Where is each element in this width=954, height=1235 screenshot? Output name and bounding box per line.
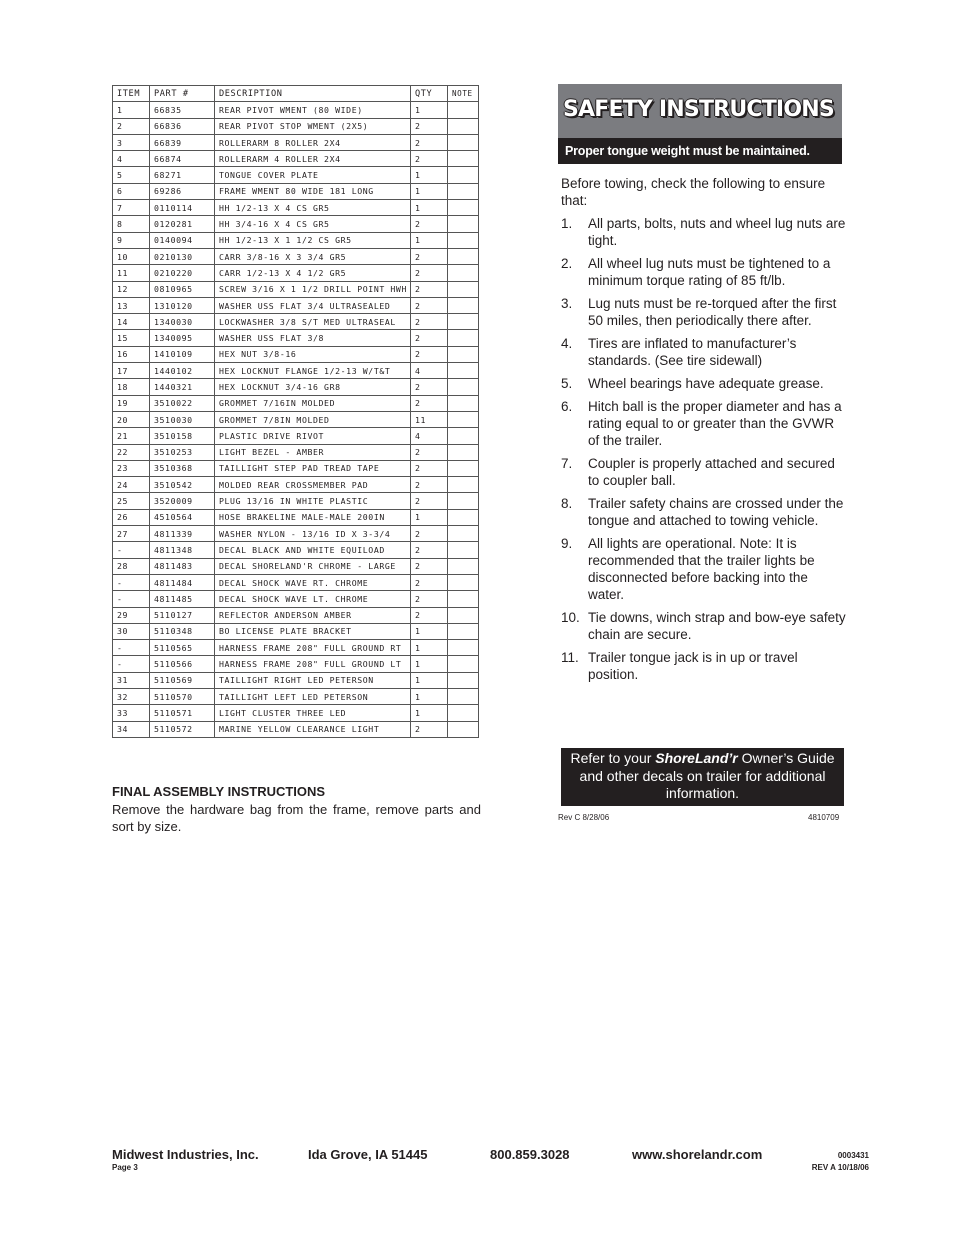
cell-description: MARINE YELLOW CLEARANCE LIGHT [215,721,411,737]
safety-checklist [561,215,846,689]
list-item-text: Tie downs, winch strap and bow-eye safety chain are secure. [588,610,846,642]
cell-description: HH 1/2-13 X 4 CS GR5 [215,200,411,216]
cell-qty: 1 [411,509,448,525]
cell-note [448,460,479,476]
table-row [113,672,479,688]
cell-description: PLASTIC DRIVE RIVOT [215,428,411,444]
table-row [113,281,479,297]
footer-company: Midwest Industries, Inc. [112,1147,259,1162]
cell-part-number: 69286 [150,183,215,199]
cell-note [448,444,479,460]
cell-note [448,183,479,199]
list-item-number: 6. [561,399,573,414]
cell-item: 4 [113,151,150,167]
cell-part-number: 3510158 [150,428,215,444]
table-row [113,493,479,509]
cell-part-number: 4811483 [150,558,215,574]
cell-qty: 2 [411,248,448,264]
cell-item: - [113,640,150,656]
table-row [113,265,479,281]
cell-description: LIGHT CLUSTER THREE LED [215,705,411,721]
cell-part-number: 5110569 [150,672,215,688]
cell-description: LOCKWASHER 3/8 S/T MED ULTRASEAL [215,314,411,330]
table-row [113,167,479,183]
cell-note [448,297,479,313]
cell-item: - [113,542,150,558]
cell-qty: 2 [411,346,448,362]
cell-part-number: 0810965 [150,281,215,297]
table-row [113,183,479,199]
cell-qty: 2 [411,493,448,509]
cell-description: CARR 1/2-13 X 4 1/2 GR5 [215,265,411,281]
list-item [561,335,846,369]
cell-item: 27 [113,526,150,542]
cell-description: ROLLERARM 8 ROLLER 2X4 [215,134,411,150]
cell-note [448,118,479,134]
table-row [113,705,479,721]
cell-description: REAR PIVOT WMENT (80 WIDE) [215,102,411,118]
cell-part-number: 0210220 [150,265,215,281]
cell-qty: 2 [411,721,448,737]
list-item [561,398,846,449]
cell-item: 10 [113,248,150,264]
cell-qty: 1 [411,672,448,688]
cell-part-number: 1310120 [150,297,215,313]
cell-item: 25 [113,493,150,509]
cell-description: TAILLIGHT LEFT LED PETERSON [215,688,411,704]
refer-post: Owner’s Guide and other decals on trailer for additional information. [579,750,835,801]
cell-note [448,167,479,183]
cell-description: TONGUE COVER PLATE [215,167,411,183]
list-item-number: 4. [561,336,573,351]
cell-description: REFLECTOR ANDERSON AMBER [215,607,411,623]
cell-qty: 2 [411,265,448,281]
cell-qty: 4 [411,428,448,444]
list-item-text: All lights are operational. Note: It is recommended that the trailer lights be disconnected before backing into the water. [588,536,815,602]
table-row [113,640,479,656]
cell-note [448,200,479,216]
cell-note [448,526,479,542]
cell-description: WASHER USS FLAT 3/8 [215,330,411,346]
cell-qty: 2 [411,574,448,590]
list-item-text: Tires are inflated to manufacturer’s standards. (See tire sidewall) [588,336,797,368]
list-item-text: All parts, bolts, nuts and wheel lug nuts are tight. [588,216,846,248]
table-row [113,297,479,313]
cell-qty: 2 [411,379,448,395]
table-row [113,216,479,232]
table-row [113,591,479,607]
table-row [113,623,479,639]
cell-item: - [113,591,150,607]
cell-item: 32 [113,688,150,704]
cell-description: FRAME WMENT 80 WIDE 181 LONG [215,183,411,199]
cell-part-number: 5110566 [150,656,215,672]
cell-item: 9 [113,232,150,248]
cell-item: 15 [113,330,150,346]
table-row [113,232,479,248]
cell-qty: 1 [411,167,448,183]
cell-part-number: 5110565 [150,640,215,656]
cell-part-number: 1440102 [150,363,215,379]
list-item-text: Wheel bearings have adequate grease. [588,376,824,391]
parts-table [112,85,479,738]
cell-note [448,411,479,427]
table-row [113,248,479,264]
cell-item: 29 [113,607,150,623]
list-item-number: 5. [561,376,573,391]
table-row [113,379,479,395]
cell-item: 21 [113,428,150,444]
cell-qty: 1 [411,183,448,199]
cell-part-number: 1410109 [150,346,215,362]
list-item [561,295,846,329]
list-item-text: All wheel lug nuts must be tightened to a minimum torque rating of 85 ft/lb. [588,256,831,288]
cell-note [448,493,479,509]
list-item-number: 2. [561,256,573,271]
cell-note [448,640,479,656]
table-row [113,395,479,411]
cell-qty: 2 [411,542,448,558]
cell-description: HH 3/4-16 X 4 CS GR5 [215,216,411,232]
cell-qty: 2 [411,330,448,346]
cell-note [448,134,479,150]
cell-description: LIGHT BEZEL - AMBER [215,444,411,460]
cell-description: REAR PIVOT STOP WMENT (2X5) [215,118,411,134]
cell-item: 19 [113,395,150,411]
refer-pre: Refer to your [570,750,656,766]
cell-item: 16 [113,346,150,362]
cell-item: 28 [113,558,150,574]
cell-part-number: 3520009 [150,493,215,509]
cell-qty: 2 [411,216,448,232]
list-item-number: 1. [561,216,573,231]
cell-description: TAILLIGHT STEP PAD TREAD TAPE [215,460,411,476]
cell-description: SCREW 3/16 X 1 1/2 DRILL POINT HWH [215,281,411,297]
cell-qty: 2 [411,607,448,623]
cell-description: HEX LOCKNUT 3/4-16 GR8 [215,379,411,395]
cell-part-number: 3510542 [150,477,215,493]
cell-qty: 2 [411,134,448,150]
cell-qty: 2 [411,151,448,167]
list-item [561,495,846,529]
table-row [113,428,479,444]
table-row [113,363,479,379]
cell-note [448,314,479,330]
cell-description: HEX LOCKNUT FLANGE 1/2-13 W/T&T [215,363,411,379]
cell-item: 1 [113,102,150,118]
cell-part-number: 1440321 [150,379,215,395]
final-assembly-title: FINAL ASSEMBLY INSTRUCTIONS [112,784,326,799]
cell-note [448,477,479,493]
safety-intro: Before towing, check the following to ensure that: [561,176,826,208]
cell-item: 7 [113,200,150,216]
list-item [561,455,846,489]
table-row [113,509,479,525]
cell-description: GROMMET 7/16IN MOLDED [215,395,411,411]
cell-description: DECAL SHOCK WAVE RT. CHROME [215,574,411,590]
cell-note [448,379,479,395]
cell-part-number: 0110114 [150,200,215,216]
parts-table-body [113,102,479,738]
list-item [561,535,846,603]
cell-part-number: 5110572 [150,721,215,737]
cell-part-number: 66835 [150,102,215,118]
table-row [113,200,479,216]
cell-qty: 4 [411,363,448,379]
footer-doc-id: 0003431 [837,1151,869,1160]
cell-item: 8 [113,216,150,232]
safety-doc-number: 4810709 [808,813,840,822]
cell-description: HEX NUT 3/8-16 [215,346,411,362]
cell-item: 18 [113,379,150,395]
list-item-number: 10. [561,610,580,625]
cell-description: PLUG 13/16 IN WHITE PLASTIC [215,493,411,509]
cell-description: DECAL SHORELAND'R CHROME - LARGE [215,558,411,574]
cell-item: 2 [113,118,150,134]
table-row [113,314,479,330]
table-row [113,118,479,134]
table-row [113,688,479,704]
cell-qty: 2 [411,118,448,134]
footer-website: www.shorelandr.com [632,1147,763,1162]
cell-qty: 2 [411,314,448,330]
table-row [113,411,479,427]
cell-description: BO LICENSE PLATE BRACKET [215,623,411,639]
cell-qty: 1 [411,656,448,672]
list-item [561,649,846,683]
cell-item: 14 [113,314,150,330]
table-row [113,558,479,574]
table-row [113,542,479,558]
cell-description: DECAL SHOCK WAVE LT. CHROME [215,591,411,607]
cell-note [448,509,479,525]
list-item-text: Trailer safety chains are crossed under the tongue and attached to towing vehicle. [588,496,844,528]
cell-part-number: 68271 [150,167,215,183]
footer-city: Ida Grove, IA 51445 [308,1147,428,1162]
cell-part-number: 4811339 [150,526,215,542]
cell-item: 11 [113,265,150,281]
list-item-number: 9. [561,536,573,551]
cell-part-number: 0210130 [150,248,215,264]
cell-description: DECAL BLACK AND WHITE EQUILOAD [215,542,411,558]
table-row [113,607,479,623]
cell-part-number: 4510564 [150,509,215,525]
cell-note [448,656,479,672]
cell-qty: 2 [411,395,448,411]
safety-revision: Rev C 8/28/06 [558,813,610,822]
cell-item: 24 [113,477,150,493]
cell-qty: 2 [411,281,448,297]
footer-page: Page 3 [112,1163,138,1172]
cell-qty: 2 [411,526,448,542]
cell-item: 30 [113,623,150,639]
header-item: ITEM [113,86,150,102]
cell-part-number: 66836 [150,118,215,134]
cell-part-number: 0120281 [150,216,215,232]
cell-description: CARR 3/8-16 X 3 3/4 GR5 [215,248,411,264]
cell-item: 5 [113,167,150,183]
cell-item: 34 [113,721,150,737]
cell-description: WASHER NYLON - 13/16 ID X 3-3/4 [215,526,411,542]
table-row [113,346,479,362]
cell-qty: 2 [411,558,448,574]
cell-description: WASHER USS FLAT 3/4 ULTRASEALED [215,297,411,313]
cell-note [448,705,479,721]
cell-note [448,591,479,607]
list-item-number: 11. [561,650,579,665]
cell-note [448,623,479,639]
cell-part-number: 4811348 [150,542,215,558]
cell-qty: 2 [411,297,448,313]
cell-item: - [113,574,150,590]
cell-description: TAILLIGHT RIGHT LED PETERSON [215,672,411,688]
cell-qty: 1 [411,705,448,721]
cell-qty: 1 [411,640,448,656]
cell-qty: 1 [411,200,448,216]
header-description: DESCRIPTION [215,86,411,102]
cell-item: 3 [113,134,150,150]
cell-item: - [113,656,150,672]
cell-item: 20 [113,411,150,427]
cell-part-number: 1340030 [150,314,215,330]
cell-note [448,216,479,232]
cell-part-number: 3510022 [150,395,215,411]
cell-qty: 2 [411,477,448,493]
safety-title: SAFETY INSTRUCTIONS [563,97,834,122]
cell-item: 17 [113,363,150,379]
table-row [113,721,479,737]
cell-qty: 2 [411,591,448,607]
list-item-number: 7. [561,456,573,471]
table-row [113,460,479,476]
cell-part-number: 5110570 [150,688,215,704]
header-part-number: PART # [150,86,215,102]
refer-notice [561,748,844,806]
cell-part-number: 3510030 [150,411,215,427]
cell-note [448,542,479,558]
cell-item: 33 [113,705,150,721]
cell-part-number: 66874 [150,151,215,167]
cell-note [448,330,479,346]
list-item [561,375,846,392]
list-item [561,215,846,249]
cell-description: HARNESS FRAME 208" FULL GROUND RT [215,640,411,656]
refer-brand: ShoreLand’r [655,750,738,766]
cell-item: 31 [113,672,150,688]
table-row [113,526,479,542]
footer-phone: 800.859.3028 [490,1147,570,1162]
cell-description: GROMMET 7/8IN MOLDED [215,411,411,427]
cell-description: HH 1/2-13 X 1 1/2 CS GR5 [215,232,411,248]
list-item [561,609,846,643]
table-row [113,656,479,672]
cell-part-number: 0140094 [150,232,215,248]
cell-part-number: 5110127 [150,607,215,623]
list-item-text: Hitch ball is the proper diameter and has a rating equal to or greater than the GVWR of the trailer. [588,399,842,448]
list-item-text: Lug nuts must be re-torqued after the first 50 miles, then periodically there after. [588,296,837,328]
cell-part-number: 3510368 [150,460,215,476]
cell-note [448,607,479,623]
footer-revision: REV A 10/18/06 [811,1163,869,1172]
table-row [113,477,479,493]
cell-note [448,248,479,264]
table-row [113,444,479,460]
cell-qty: 2 [411,460,448,476]
cell-description: MOLDED REAR CROSSMEMBER PAD [215,477,411,493]
cell-qty: 11 [411,411,448,427]
cell-note [448,363,479,379]
table-row [113,102,479,118]
cell-item: 23 [113,460,150,476]
header-note: NOTE [448,86,479,102]
tongue-weight-text: Proper tongue weight must be maintained. [565,144,810,158]
cell-qty: 1 [411,232,448,248]
cell-description: ROLLERARM 4 ROLLER 2X4 [215,151,411,167]
list-item-number: 8. [561,496,573,511]
cell-item: 6 [113,183,150,199]
table-row [113,330,479,346]
cell-qty: 1 [411,102,448,118]
cell-qty: 1 [411,688,448,704]
cell-item: 12 [113,281,150,297]
cell-note [448,281,479,297]
cell-part-number: 5110571 [150,705,215,721]
cell-note [448,721,479,737]
header-qty: QTY [411,86,448,102]
cell-description: HARNESS FRAME 208" FULL GROUND LT [215,656,411,672]
cell-note [448,102,479,118]
list-item [561,255,846,289]
cell-item: 22 [113,444,150,460]
cell-note [448,346,479,362]
cell-part-number: 66839 [150,134,215,150]
cell-qty: 1 [411,623,448,639]
cell-part-number: 4811485 [150,591,215,607]
cell-part-number: 5110348 [150,623,215,639]
cell-note [448,558,479,574]
cell-note [448,395,479,411]
table-row [113,574,479,590]
list-item-text: Coupler is properly attached and secured to coupler ball. [588,456,835,488]
list-item-text: Trailer tongue jack is in up or travel position. [588,650,798,682]
final-assembly-text: Remove the hardware bag from the frame, remove parts and sort by size. [112,802,481,834]
cell-note [448,151,479,167]
cell-part-number: 1340095 [150,330,215,346]
cell-qty: 2 [411,444,448,460]
cell-item: 13 [113,297,150,313]
cell-note [448,672,479,688]
cell-description: HOSE BRAKELINE MALE-MALE 200IN [215,509,411,525]
cell-item: 26 [113,509,150,525]
parts-table-header [113,86,479,102]
cell-note [448,232,479,248]
cell-note [448,574,479,590]
table-row [113,151,479,167]
cell-note [448,688,479,704]
cell-part-number: 3510253 [150,444,215,460]
cell-note [448,265,479,281]
cell-note [448,428,479,444]
list-item-number: 3. [561,296,573,311]
table-row [113,134,479,150]
cell-part-number: 4811484 [150,574,215,590]
